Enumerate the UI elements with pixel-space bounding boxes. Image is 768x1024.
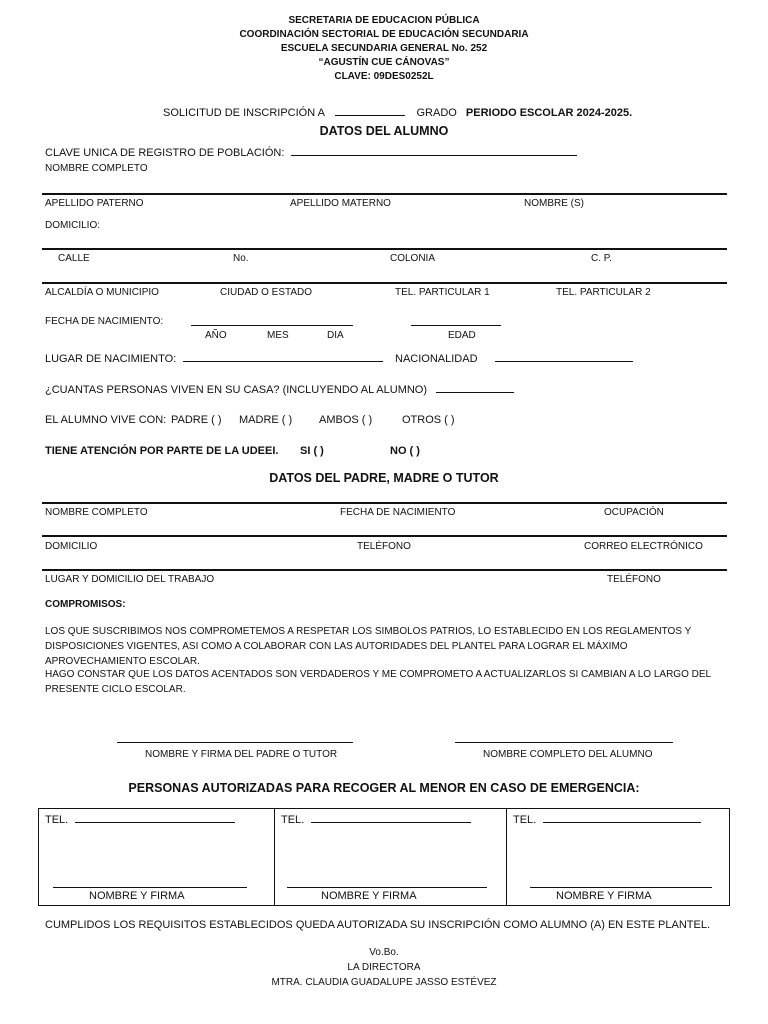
request-grado: GRADO <box>416 107 457 119</box>
emergency-title: PERSONAS AUTORIZADAS PARA RECOGER AL MENOR EN CASO DE EMERGENCIA: <box>128 781 640 795</box>
emergency-tel-label: TEL. <box>45 814 69 826</box>
divider <box>42 569 727 571</box>
emergency-tel-3-field[interactable] <box>543 812 701 823</box>
emergency-tel-label: TEL. <box>513 814 537 826</box>
personas-field[interactable] <box>436 382 514 393</box>
request-period: PERIODO ESCOLAR 2024-2025. <box>465 107 633 119</box>
parent-correo-label: CORREO ELECTRÓNICO <box>584 541 703 552</box>
parent-section-title: DATOS DEL PADRE, MADRE O TUTOR <box>269 471 499 485</box>
header-clave: CLAVE: 09DES0252L <box>334 71 434 82</box>
emergency-tel-1-field[interactable] <box>75 812 235 823</box>
request-line <box>163 105 632 119</box>
vobo-label: Vo.Bo. <box>369 947 399 958</box>
udeei-si-checkbox[interactable]: SI ( ) <box>300 445 324 457</box>
numero-label: No. <box>233 253 249 264</box>
parent-telefono-trabajo-label: TELÉFONO <box>607 574 661 585</box>
curp-row <box>45 145 577 159</box>
lugar-nacimiento-row <box>45 351 383 365</box>
emergency-signature-line-1[interactable] <box>53 887 247 888</box>
emergency-firma-label-2: NOMBRE Y FIRMA <box>321 890 417 902</box>
fecha-nacimiento-label: FECHA DE NACIMIENTO: <box>45 316 164 327</box>
cp-label: C. P. <box>591 253 612 264</box>
column-divider <box>274 808 275 905</box>
apellido-paterno-label: APELLIDO PATERNO <box>45 198 144 209</box>
student-section-title: DATOS DEL ALUMNO <box>319 124 449 138</box>
director-role: LA DIRECTORA <box>347 962 421 973</box>
parent-nombre-label: NOMBRE COMPLETO <box>45 507 148 518</box>
nombres-label: NOMBRE (S) <box>524 198 584 209</box>
ambos-checkbox[interactable]: AMBOS ( ) <box>319 414 373 426</box>
request-prefix: SOLICITUD DE INSCRIPCIÓN A <box>163 107 325 119</box>
edad-label: EDAD <box>448 330 476 341</box>
header-secretaria: SECRETARIA DE EDUCACION PÚBLICA <box>288 15 480 26</box>
anio-label: AÑO <box>205 330 227 341</box>
parent-trabajo-label: LUGAR Y DOMICILIO DEL TRABAJO <box>45 574 215 585</box>
divider <box>42 535 727 537</box>
curp-field[interactable] <box>291 145 577 156</box>
header-escuela: ESCUELA SECUNDARIA GENERAL No. 252 <box>280 43 488 54</box>
header-coordinacion: COORDINACIÓN SECTORIAL DE EDUCACIÓN SECUNDARIA <box>239 29 529 40</box>
edad-field[interactable] <box>411 325 501 326</box>
domicilio-label: DOMICILIO: <box>45 220 101 231</box>
emergency-signature-line-3[interactable] <box>530 887 712 888</box>
personas-label: ¿CUANTAS PERSONAS VIVEN EN SU CASA? (INCLUYENDO AL ALUMNO) <box>45 384 428 396</box>
calle-label: CALLE <box>58 253 90 264</box>
compromisos-title: COMPROMISOS: <box>45 599 126 610</box>
divider <box>42 193 727 195</box>
grado-field[interactable] <box>335 105 405 116</box>
compromisos-paragraph-1: LOS QUE SUSCRIBIMOS NOS COMPROMETEMOS A RESPETAR LOS SIMBOLOS PATRIOS, LO ESTABLECIDO EN LOS REGLAMENTOS Y DISPOSICIONES VIGENTES, ASI COMO A COLABORAR CON LAS AUTORIDADES DEL PLANTEL PARA LOGRAR EL MÁXIMO APROVECHAMIENTO ESCOLAR. <box>45 626 692 667</box>
emergency-tel-2 <box>281 812 471 826</box>
ciudad-label: CIUDAD O ESTADO <box>220 287 313 298</box>
divider <box>42 502 727 504</box>
udeei-label: TIENE ATENCIÓN POR PARTE DE LA UDEEI. <box>45 445 279 457</box>
emergency-signature-line-2[interactable] <box>287 887 487 888</box>
emergency-firma-label-1: NOMBRE Y FIRMA <box>89 890 185 902</box>
parent-fecha-label: FECHA DE NACIMIENTO <box>340 507 456 518</box>
parent-ocupacion-label: OCUPACIÓN <box>604 507 664 518</box>
student-signature-label: NOMBRE COMPLETO DEL ALUMNO <box>483 749 653 760</box>
padre-checkbox[interactable]: PADRE ( ) <box>171 414 222 426</box>
tel-particular-1-label: TEL. PARTICULAR 1 <box>395 287 490 298</box>
nacionalidad-label: NACIONALIDAD <box>395 353 478 365</box>
parent-telefono-label: TELÉFONO <box>357 541 411 552</box>
mes-label: MES <box>267 330 289 341</box>
personas-row <box>45 382 514 396</box>
otros-checkbox[interactable]: OTROS ( ) <box>402 414 455 426</box>
colonia-label: COLONIA <box>390 253 436 264</box>
udeei-no-checkbox[interactable]: NO ( ) <box>390 445 420 457</box>
authorization-statement: CUMPLIDOS LOS REQUISITOS ESTABLECIDOS QUEDA AUTORIZADA SU INSCRIPCIÓN COMO ALUMNO (A) EN ESTE PLANTEL. <box>45 919 711 931</box>
fecha-nacimiento-field[interactable] <box>191 325 353 326</box>
madre-checkbox[interactable]: MADRE ( ) <box>239 414 293 426</box>
full-name-label: NOMBRE COMPLETO <box>45 163 148 174</box>
divider <box>42 248 727 250</box>
emergency-firma-label-3: NOMBRE Y FIRMA <box>556 890 652 902</box>
divider <box>42 282 727 284</box>
tel-particular-2-label: TEL. PARTICULAR 2 <box>556 287 651 298</box>
header-nombre-escuela: “AGUSTÍN CUE CÁNOVAS” <box>318 57 450 68</box>
lugar-nacimiento-label: LUGAR DE NACIMIENTO: <box>45 353 177 365</box>
alcaldia-label: ALCALDÍA O MUNICIPIO <box>45 287 159 298</box>
parent-domicilio-label: DOMICILIO <box>45 541 98 552</box>
nacionalidad-field[interactable] <box>495 351 633 362</box>
director-name: MTRA. CLAUDIA GUADALUPE JASSO ESTÉVEZ <box>271 977 497 988</box>
nacionalidad-row <box>395 351 633 365</box>
curp-label: CLAVE UNICA DE REGISTRO DE POBLACIÓN: <box>45 147 285 159</box>
emergency-tel-2-field[interactable] <box>311 812 471 823</box>
emergency-tel-label: TEL. <box>281 814 305 826</box>
compromisos-paragraph-2: HAGO CONSTAR QUE LOS DATOS ACENTADOS SON VERDADEROS Y ME COMPROMETO A ACTUALIZARLOS SI CAMBIAN A LO LARGO DEL PRESENTE CICLO ESCOLAR. <box>45 669 711 695</box>
emergency-tel-1 <box>45 812 235 826</box>
emergency-tel-3 <box>513 812 701 826</box>
parent-signature-line[interactable] <box>117 742 353 743</box>
vive-con-label: EL ALUMNO VIVE CON: <box>45 414 167 426</box>
lugar-nacimiento-field[interactable] <box>183 351 383 362</box>
student-signature-line[interactable] <box>455 742 673 743</box>
column-divider <box>506 808 507 905</box>
dia-label: DIA <box>327 330 344 341</box>
apellido-materno-label: APELLIDO MATERNO <box>290 198 391 209</box>
parent-signature-label: NOMBRE Y FIRMA DEL PADRE O TUTOR <box>145 749 338 760</box>
